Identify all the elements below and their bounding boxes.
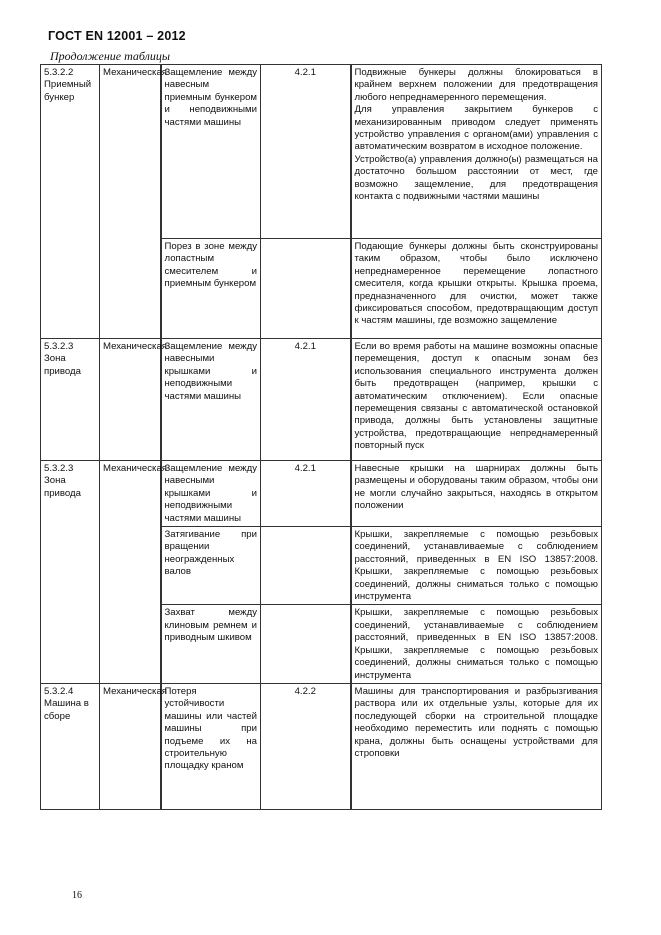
hazard-cell: Захват между клиновым ремнем и приводным шкивом bbox=[161, 605, 261, 683]
measure-cell: Подвижные бункеры должны блокироваться в крайнем верхнем положении для предотвращения любого непреднамеренного перемещения. Для управления закрытием бункеров с механизированным приводом следует применять устройство управления с органом(ами) управления с автоматическим возвратом в исходное положение. Устройство(а) управления должно(ы) размещаться на достаточно большом расстоянии от мест, где возможно защемление, для предотвращения контакта с подвижными частями машины bbox=[351, 65, 602, 239]
page-number: 16 bbox=[72, 890, 82, 901]
hazard-cell: Защемление между навесным приемным бункером и неподвижными частями машины bbox=[161, 65, 261, 239]
row-id-cell: 5.3.2.3 Зона привода bbox=[41, 461, 100, 684]
table-row bbox=[41, 461, 602, 527]
hazard-type-cell: Механическая bbox=[100, 65, 161, 339]
clause-cell: 4.2.1 bbox=[261, 461, 351, 527]
measure-cell: Крышки, закрепляемые с помощью резьбовых соединений, устанавливаемые с соблюдением расстояний, приведенных в EN ISO 13857:2008. Крышки, закрепляемые с помощью резьбовых соединений, должны сниматься только с помощью инструмента bbox=[351, 527, 602, 605]
row-id-cell: 5.3.2.2 Приемный бункер bbox=[41, 65, 100, 339]
hazard-type-cell: Механическая bbox=[100, 683, 161, 809]
measure-cell: Машины для транспортирования и разбрызгивания раствора или их отдельные узлы, которые для их последующей сборки на строительной площадке необходимо переместить или поднять с помощью крана, должны быть оснащены устройствами для строповки bbox=[351, 683, 602, 809]
hazard-cell: Затягивание при вращении неогражденных валов bbox=[161, 527, 261, 605]
hazard-type-cell: Механическая bbox=[100, 461, 161, 684]
clause-cell: 4.2.2 bbox=[261, 683, 351, 809]
measure-cell: Крышки, закрепляемые с помощью резьбовых соединений, устанавливаемые с соблюдением расстояний, приведенных в EN ISO 13857:2008. Крышки, закрепляемые с помощью резьбовых соединений, должны сниматься только с помощью инструмента bbox=[351, 605, 602, 683]
hazard-type-cell: Механическая bbox=[100, 339, 161, 461]
measure-cell: Подающие бункеры должны быть сконструированы таким образом, чтобы было исключено непреднамеренное перемещение лопастного смесителя, когда крышки открыты. Крышка проема, предназначенного для очистки, может также фиксироваться способом, предотвращающим доступ к частям машины, где возможно защемление bbox=[351, 239, 602, 339]
clause-cell: 4.2.1 bbox=[261, 339, 351, 461]
hazard-cell: Порез в зоне между лопастным смесителем и приемным бункером bbox=[161, 239, 261, 339]
table-row bbox=[41, 339, 602, 461]
clause-cell bbox=[261, 605, 351, 683]
hazard-cell: Защемление между навесными крышками и неподвижными частями машины bbox=[161, 461, 261, 527]
table-row bbox=[41, 65, 602, 239]
hazard-cell: Потеря устойчивости машины или частей машины при подъеме их на строительную площадку краном bbox=[161, 683, 261, 809]
continuation-label: Продолжение таблицы bbox=[50, 49, 171, 63]
standard-title: ГОСТ EN 12001 – 2012 bbox=[48, 29, 186, 43]
table-row bbox=[41, 683, 602, 809]
clause-cell bbox=[261, 527, 351, 605]
clause-cell: 4.2.1 bbox=[261, 65, 351, 239]
hazard-table bbox=[40, 64, 602, 810]
clause-cell bbox=[261, 239, 351, 339]
hazard-cell: Защемление между навесными крышками и неподвижными частями машины bbox=[161, 339, 261, 461]
row-id-cell: 5.3.2.4 Машина в сборе bbox=[41, 683, 100, 809]
measure-cell: Если во время работы на машине возможны опасные перемещения, доступ к опасным зонам без использования специального инструмента должен быть предотвращен (например, крышки с автоматическим отключением). Если опасные перемещения связаны с автоматической остановкой привода, должны быть установлены защитные устройства, предотвращающие непреднамеренный повторный пуск bbox=[351, 339, 602, 461]
row-id-cell: 5.3.2.3 Зона привода bbox=[41, 339, 100, 461]
measure-cell: Навесные крышки на шарнирах должны быть размещены и оборудованы таким образом, чтобы они не могли случайно закрыться, находясь в открытом положении bbox=[351, 461, 602, 527]
